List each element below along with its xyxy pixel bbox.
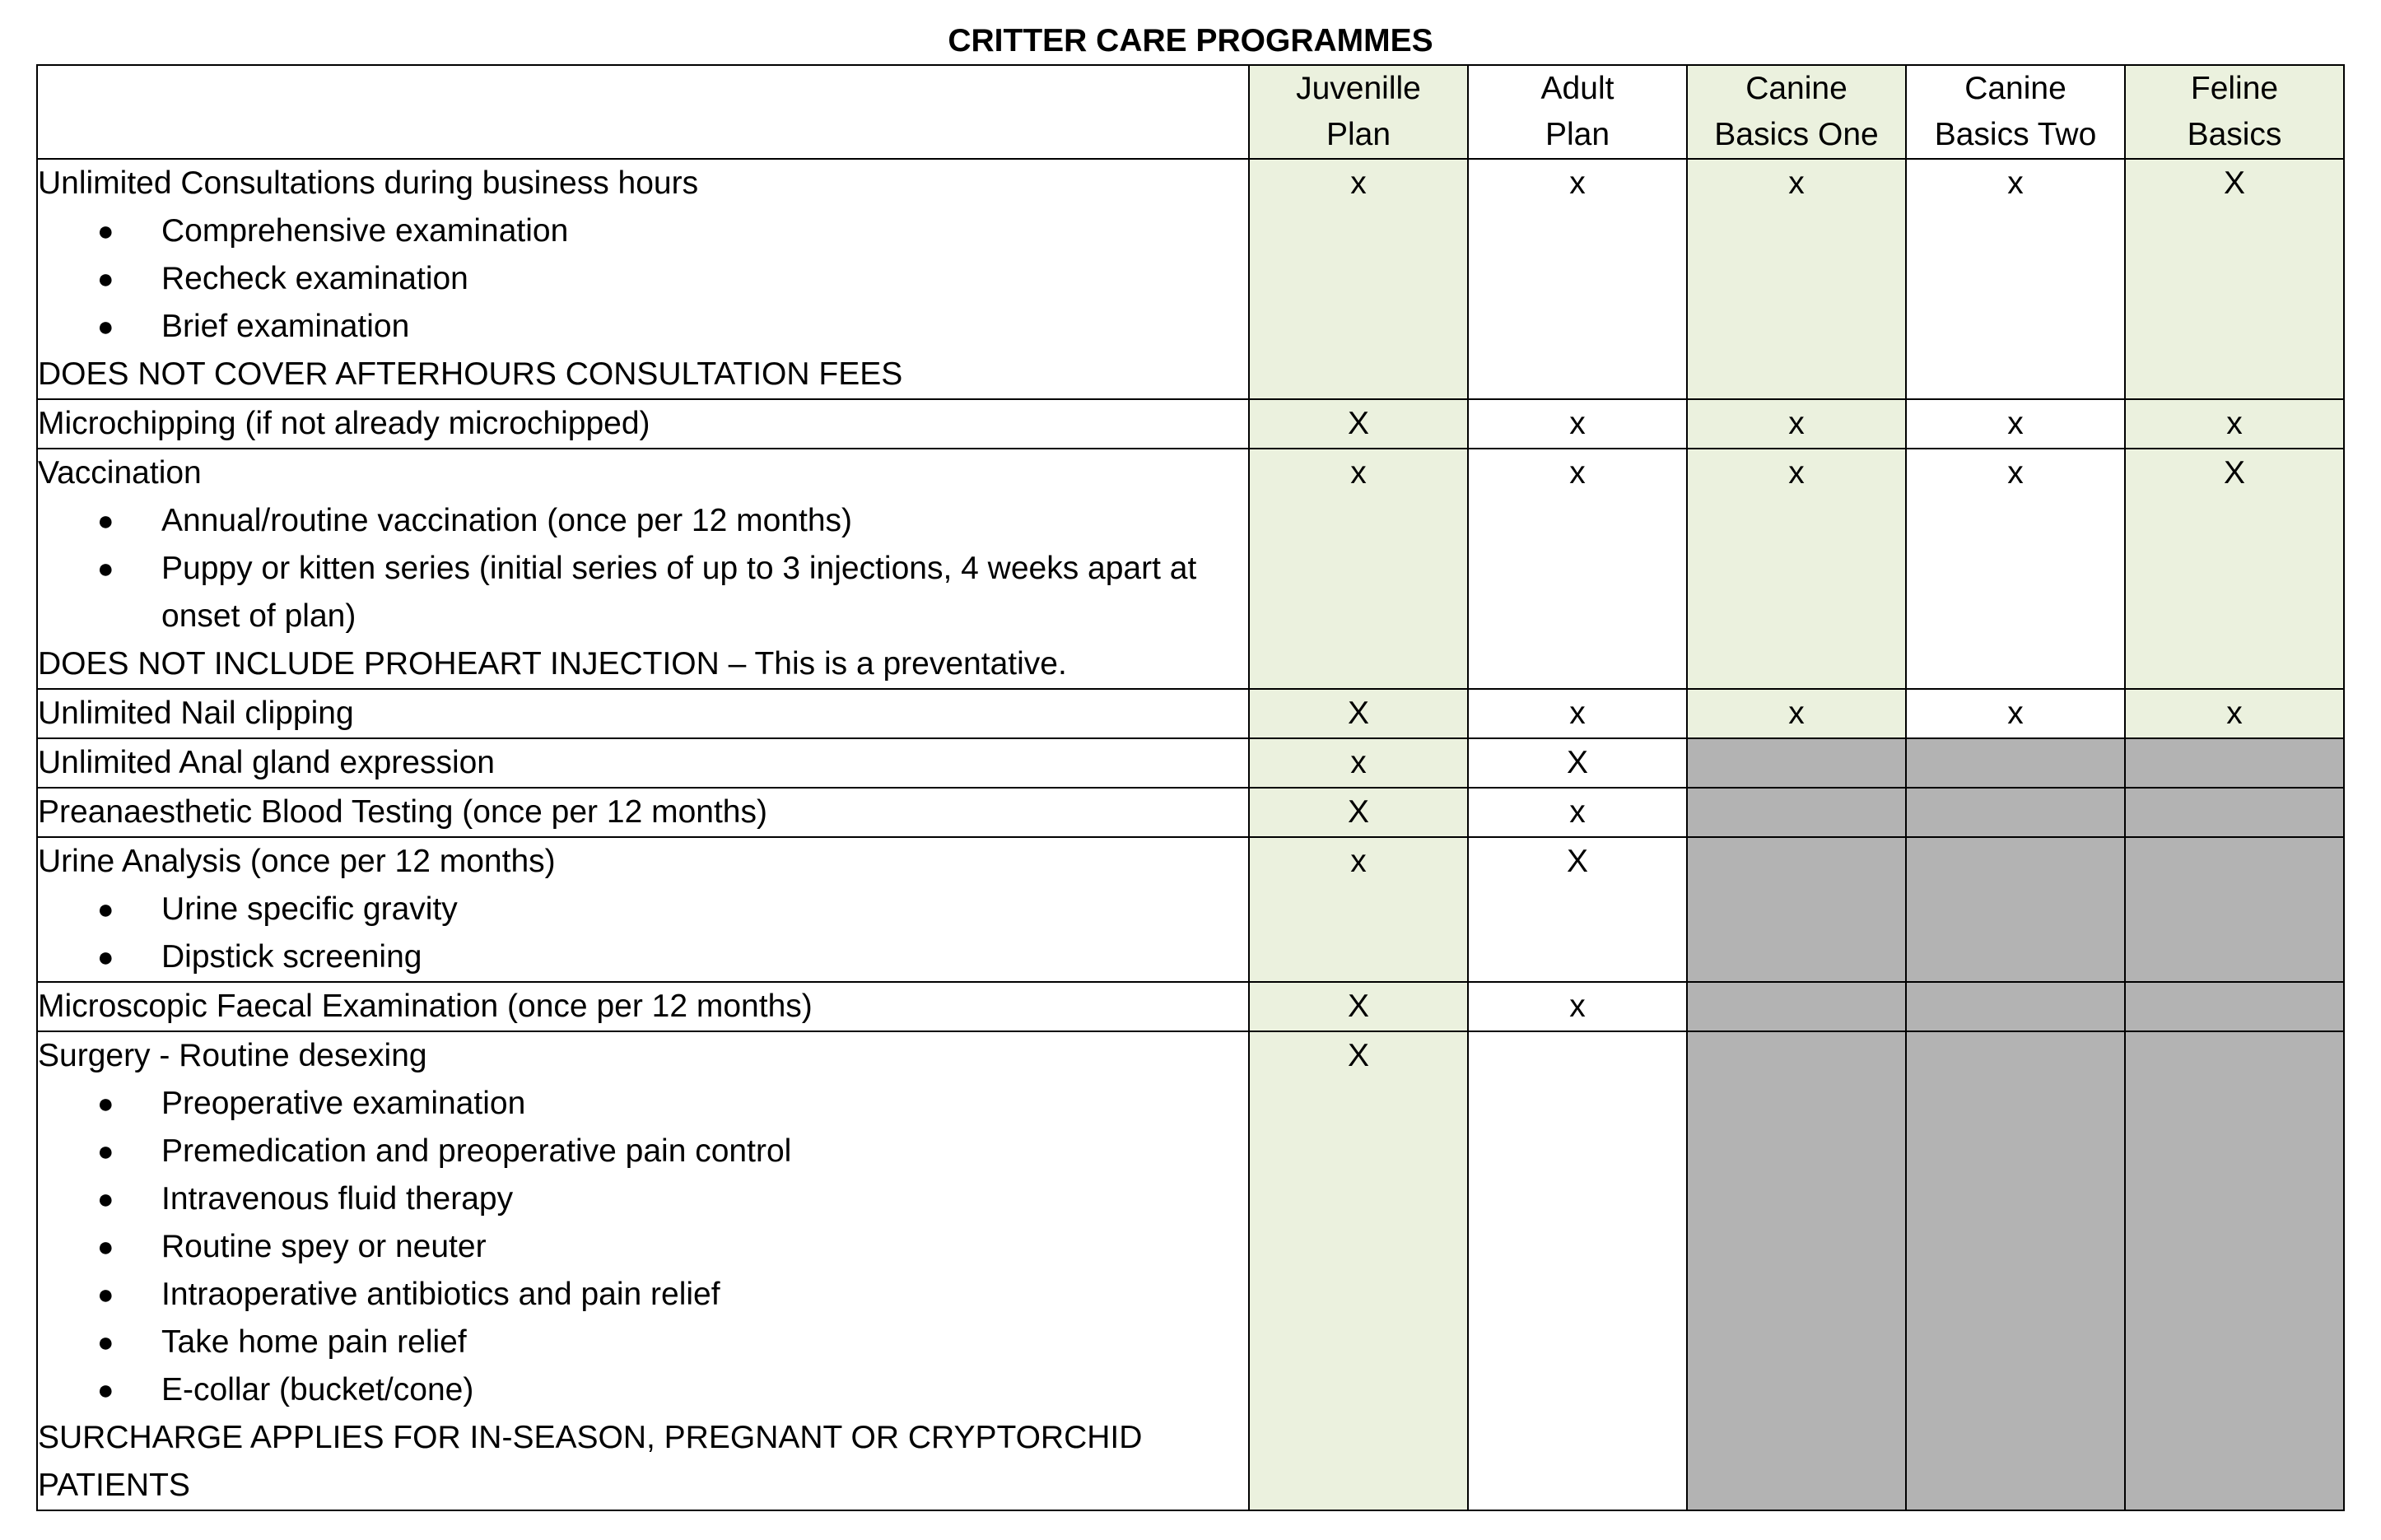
column-header-line: Plan — [1326, 117, 1391, 152]
column-header-line: Plan — [1545, 117, 1610, 152]
service-item — [38, 1271, 1248, 1319]
service-item-text: Recheck examination — [161, 261, 468, 296]
not-included-cell — [1906, 738, 2125, 788]
service-item — [38, 497, 1248, 545]
table-row — [37, 449, 2344, 689]
plan-mark-cell — [2125, 449, 2344, 689]
included-mark: x — [2007, 455, 2024, 491]
service-name: Unlimited Nail clipping — [38, 696, 354, 731]
table-row — [37, 837, 2344, 982]
included-mark: x — [1788, 455, 1805, 491]
included-mark: x — [1569, 989, 1586, 1024]
service-item — [38, 1319, 1248, 1366]
plan-mark-cell — [1249, 788, 1468, 837]
included-mark: x — [2007, 165, 2024, 201]
plan-mark-cell — [1687, 689, 1906, 738]
table-row — [37, 689, 2344, 738]
plan-mark-cell — [1249, 982, 1468, 1031]
service-item-text: Routine spey or neuter — [161, 1229, 487, 1264]
included-mark: x — [1788, 406, 1805, 441]
plan-mark-cell — [1906, 689, 2125, 738]
service-item-text: Dipstick screening — [161, 939, 422, 975]
service-item-text: E-collar (bucket/cone) — [161, 1372, 474, 1407]
bullet-icon: ● — [97, 894, 114, 925]
plan-mark-cell — [1687, 159, 1906, 399]
service-note: DOES NOT INCLUDE PROHEART INJECTION – This is a preventative. — [38, 646, 1067, 682]
column-header-line: Basics Two — [1934, 117, 2097, 152]
plan-mark-cell — [1468, 159, 1687, 399]
bullet-icon: ● — [97, 1088, 114, 1119]
plan-mark-cell — [1249, 738, 1468, 788]
service-cell — [37, 738, 1249, 788]
bullet-icon: ● — [97, 1184, 114, 1215]
bullet-icon: ● — [97, 942, 114, 973]
bullet-icon: ● — [97, 216, 114, 247]
column-header-canine-basics-two — [1906, 65, 2125, 159]
plan-mark-cell — [2125, 689, 2344, 738]
not-included-cell — [1906, 788, 2125, 837]
service-cell — [37, 159, 1249, 399]
included-mark: x — [1350, 745, 1367, 780]
table-row — [37, 982, 2344, 1031]
service-cell — [37, 982, 1249, 1031]
plan-mark-cell — [2125, 399, 2344, 449]
column-header-line: Adult — [1540, 71, 1615, 106]
plan-mark-cell — [1249, 159, 1468, 399]
service-item — [38, 207, 1248, 255]
service-name: Surgery - Routine desexing — [38, 1038, 427, 1073]
column-header-line: Juvenille — [1296, 71, 1421, 106]
table-body — [37, 159, 2344, 1510]
included-mark: x — [2007, 406, 2024, 441]
not-included-cell — [2125, 1031, 2344, 1510]
bullet-icon: ● — [97, 1279, 114, 1310]
service-item — [38, 1128, 1248, 1175]
plan-mark-cell — [1249, 449, 1468, 689]
plan-mark-cell — [1249, 1031, 1468, 1510]
service-cell — [37, 399, 1249, 449]
included-mark: X — [1566, 745, 1588, 780]
plan-mark-cell — [1906, 399, 2125, 449]
included-mark: x — [2226, 406, 2243, 441]
not-included-cell — [1687, 837, 1906, 982]
not-included-cell — [2125, 738, 2344, 788]
service-item — [38, 1223, 1248, 1271]
bullet-icon: ● — [97, 1327, 114, 1358]
plan-mark-cell — [1468, 399, 1687, 449]
included-mark: X — [2223, 455, 2245, 491]
included-mark: x — [1350, 165, 1367, 201]
not-included-cell — [2125, 788, 2344, 837]
bullet-icon: ● — [97, 1231, 114, 1263]
service-item-text: Intravenous fluid therapy — [161, 1181, 514, 1217]
not-included-cell — [1687, 738, 1906, 788]
not-included-cell — [1687, 1031, 1906, 1510]
service-item-text: Premedication and preoperative pain control — [161, 1133, 792, 1169]
service-name: Preanaesthetic Blood Testing (once per 12 months) — [38, 794, 767, 830]
service-item — [38, 255, 1248, 303]
service-cell — [37, 1031, 1249, 1510]
plan-mark-cell — [1249, 399, 1468, 449]
table-row — [37, 738, 2344, 788]
included-mark: X — [1347, 406, 1369, 441]
plan-mark-cell — [1906, 159, 2125, 399]
plan-mark-cell — [1468, 738, 1687, 788]
included-mark: X — [1347, 696, 1369, 731]
plan-mark-cell — [1249, 689, 1468, 738]
plan-mark-cell — [2125, 159, 2344, 399]
not-included-cell — [1906, 837, 2125, 982]
service-item-text: Comprehensive examination — [161, 213, 569, 249]
service-header-cell — [37, 65, 1249, 159]
service-item — [38, 545, 1248, 640]
included-mark: x — [1788, 696, 1805, 731]
service-name: Microscopic Faecal Examination (once per 12 months) — [38, 989, 813, 1024]
service-name: Unlimited Anal gland expression — [38, 745, 495, 780]
service-item-list — [38, 207, 1248, 351]
service-note: SURCHARGE APPLIES FOR IN-SEASON, PREGNANT OR CRYPTORCHID PATIENTS — [38, 1420, 1143, 1503]
service-item — [38, 1080, 1248, 1128]
column-header-line: Basics One — [1714, 117, 1879, 152]
service-name: Vaccination — [38, 455, 202, 491]
service-item-text: Brief examination — [161, 309, 410, 344]
table-row — [37, 788, 2344, 837]
bullet-icon: ● — [97, 1375, 114, 1406]
included-mark: X — [1566, 844, 1588, 879]
service-item-text: Take home pain relief — [161, 1324, 467, 1360]
service-item — [38, 886, 1248, 933]
included-mark: X — [1347, 1038, 1369, 1073]
included-mark: x — [1569, 165, 1586, 201]
not-included-cell — [2125, 982, 2344, 1031]
column-header-line: Canine — [1964, 71, 2066, 106]
plan-mark-cell — [1468, 837, 1687, 982]
column-header-line: Canine — [1745, 71, 1847, 106]
bullet-icon: ● — [97, 1136, 114, 1167]
plan-mark-cell — [1249, 837, 1468, 982]
column-header-line: Feline — [2190, 71, 2279, 106]
bullet-icon: ● — [97, 263, 114, 295]
column-header-line: Basics — [2187, 117, 2282, 152]
service-item-text: Annual/routine vaccination (once per 12 months) — [161, 503, 852, 538]
service-cell — [37, 689, 1249, 738]
plan-mark-cell — [1468, 982, 1687, 1031]
plan-mark-cell — [1468, 1031, 1687, 1510]
not-included-cell — [2125, 837, 2344, 982]
service-cell — [37, 788, 1249, 837]
plan-mark-cell — [1687, 399, 1906, 449]
included-mark: x — [1569, 794, 1586, 830]
service-item-list — [38, 497, 1248, 640]
service-item-text: Puppy or kitten series (initial series of up to 3 injections, 4 weeks apart at onset of plan) — [161, 551, 1197, 634]
service-name: Unlimited Consultations during business hours — [38, 165, 699, 201]
column-header-juvenille-plan — [1249, 65, 1468, 159]
bullet-icon: ● — [97, 311, 114, 342]
service-cell — [37, 449, 1249, 689]
plan-mark-cell — [1687, 449, 1906, 689]
not-included-cell — [1906, 982, 2125, 1031]
included-mark: x — [1569, 406, 1586, 441]
column-header-canine-basics-one — [1687, 65, 1906, 159]
not-included-cell — [1687, 982, 1906, 1031]
service-item-list — [38, 1080, 1248, 1414]
bullet-icon: ● — [97, 505, 114, 537]
included-mark: x — [1350, 844, 1367, 879]
not-included-cell — [1687, 788, 1906, 837]
table-row — [37, 159, 2344, 399]
service-name: Microchipping (if not already microchipped) — [38, 406, 650, 441]
not-included-cell — [1906, 1031, 2125, 1510]
service-item-text: Preoperative examination — [161, 1086, 526, 1121]
page-title: CRITTER CARE PROGRAMMES — [948, 23, 1433, 58]
plan-mark-cell — [1906, 449, 2125, 689]
programme-comparison-table — [36, 64, 2345, 1511]
included-mark: x — [1569, 696, 1586, 731]
service-name: Urine Analysis (once per 12 months) — [38, 844, 556, 879]
plan-mark-cell — [1468, 689, 1687, 738]
service-item — [38, 1175, 1248, 1223]
included-mark: x — [1350, 455, 1367, 491]
table-row — [37, 1031, 2344, 1510]
service-item-text: Intraoperative antibiotics and pain relief — [161, 1277, 720, 1312]
bullet-icon: ● — [97, 553, 114, 584]
table-row — [37, 399, 2344, 449]
included-mark: X — [1347, 989, 1369, 1024]
service-item-text: Urine specific gravity — [161, 891, 458, 927]
included-mark: x — [2007, 696, 2024, 731]
service-item — [38, 933, 1248, 981]
service-item-list — [38, 886, 1248, 981]
service-note: DOES NOT COVER AFTERHOURS CONSULTATION FEES — [38, 356, 903, 392]
column-header-feline-basics — [2125, 65, 2344, 159]
included-mark: x — [1788, 165, 1805, 201]
plan-mark-cell — [1468, 449, 1687, 689]
included-mark: X — [1347, 794, 1369, 830]
service-item — [38, 303, 1248, 351]
included-mark: X — [2223, 165, 2245, 201]
included-mark: x — [2226, 696, 2243, 731]
plan-mark-cell — [1468, 788, 1687, 837]
included-mark: x — [1569, 455, 1586, 491]
service-item — [38, 1366, 1248, 1414]
service-cell — [37, 837, 1249, 982]
column-header-adult-plan — [1468, 65, 1687, 159]
header-row — [37, 65, 2344, 159]
